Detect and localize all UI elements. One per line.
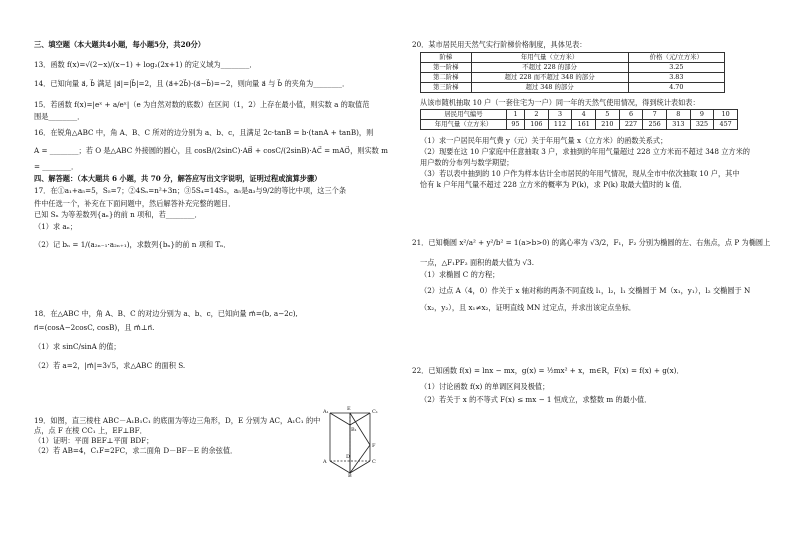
question-20-sample-intro: 从该市随机抽取 10 户（一套住宅为一户）同一年的天然气使用情况，得到统计表如表： bbox=[420, 98, 700, 107]
price-tier-table bbox=[420, 52, 725, 93]
question-15-line2: 围是________． bbox=[34, 112, 85, 121]
question-20-part3-line1: （3）若以表中抽到的 10 户作为样本估计全市居民的年用气情况，现从全市中依次抽取 10 户，其中 bbox=[420, 169, 740, 178]
table-row: 居民用气编号 1 2 3 4 5 6 7 8 9 10 bbox=[421, 110, 738, 120]
label-a: A bbox=[323, 459, 327, 465]
question-20-part3-line2: 恰有 k 户年用气量不超过 228 立方米的概率为 P(k)，求 P(k) 取最大值时的 k 值． bbox=[420, 180, 687, 189]
question-21-part1: （1）求椭圆 C 的方程； bbox=[420, 270, 500, 279]
table-row: 第三阶梯 超过 348 的部分 4.70 bbox=[421, 83, 725, 93]
question-22-part2: （2）若关于 x 的不等式 F(x) ≤ mx − 1 恒成立，求整数 m 的最小值． bbox=[420, 395, 652, 404]
question-19-line2: 点，点 F 在棱 CC₁ 上，EF⊥BF． bbox=[34, 426, 147, 435]
label-b1: B₁ bbox=[351, 427, 357, 433]
prism-figure bbox=[320, 405, 380, 477]
table-row: 阶梯 年用气量（立方米） 价格（元/立方米） bbox=[421, 53, 725, 63]
table-row: 第二阶梯 超过 228 而不超过 348 的部分 3.83 bbox=[421, 73, 725, 83]
question-17-line1: 17．在①a₁+a₅=5，S₅=7；②4Sₙ=n²+3n；③5S₄=14S₂，a₅是a₃与9/2的等比中项，这三个条 bbox=[34, 186, 347, 195]
question-20-part2-line2: 用户数的分布列与数学期望； bbox=[420, 158, 514, 167]
question-18-line2: n⃗=(cosA−2cosC, cosB)，且 m⃗⊥n⃗. bbox=[34, 323, 155, 332]
question-17-part1: （1）求 aₙ； bbox=[34, 222, 78, 231]
question-18-line1: 18．在△ABC 中，角 A、B、C 的对边分别为 a、b、c，已知向量 m⃗=(b, a−2c), bbox=[34, 309, 298, 318]
question-21-part2-line1: （2）过点 A（4，0）作关于 x 轴对称的两条不同直线 l₁，l₂，l₁ 交椭圆于 M（x₁，y₁），l₂ 交椭圆于 N bbox=[420, 286, 751, 295]
question-17-part2: （2）记 bₙ = 1/(a₂ₙ₋₁·a₂ₙ₊₁)，求数列{bₙ}的前 n 项和 Tₙ． bbox=[34, 240, 231, 249]
question-22-part1: （1）讨论函数 f(x) 的单调区间及极值； bbox=[420, 382, 550, 391]
question-21-part2-line2: （x₂，y₂），且 x₁≠x₂，证明直线 MN 过定点，并求出该定点坐标． bbox=[420, 303, 636, 312]
question-15-line1: 15．若函数 f(x)=|eˣ + a/eˣ|（e 为自然对数的底数）在区间（1，2）上存在最小值，则实数 a 的取值范 bbox=[34, 100, 370, 109]
question-17-line2: 件中任选一个，补充在下面问题中，然后解答补充完整的题目． bbox=[34, 199, 236, 208]
question-17-line3: 已知 Sₙ 为等差数列{aₙ}的前 n 项和，若________． bbox=[34, 210, 202, 219]
question-19-part1: （1）证明：平面 BEF⊥平面 BDF； bbox=[34, 436, 154, 445]
question-16-line3: = ________． bbox=[34, 162, 79, 171]
usage-sample-table bbox=[420, 109, 738, 130]
question-16-line1: 16．在锐角△ABC 中，角 A、B、C 所对的边分别为 a、b、c，且满足 2c·tanB = b·(tanA + tanB)，则 bbox=[34, 128, 374, 137]
label-b: B bbox=[348, 473, 352, 477]
question-16-line2: A = ________；若 O 是△ABC 外接圆的圆心，且 cosB/(2sinC)·AB⃗ + cosC/(2sinB)·AC⃗ = mAO⃗，则实数 m bbox=[34, 146, 388, 155]
section-3-heading: 三、填空题（本大题共4小题，每小题5分，共20分） bbox=[34, 40, 205, 49]
question-13: 13．函数 f(x)=√(2−x)/(x−1) + log₂(2x+1) 的定义域为________． bbox=[34, 60, 257, 69]
label-c: C bbox=[372, 459, 376, 465]
question-14: 14．已知向量 a⃗, b⃗ 满足 |a⃗|=|b⃗|=2，且 (a⃗+2b⃗)·(a⃗−b⃗)=−2，则向量 a⃗ 与 b⃗ 的夹角为________． bbox=[34, 79, 350, 88]
label-c1: C₁ bbox=[372, 409, 378, 415]
label-a1: A₁ bbox=[323, 409, 329, 415]
question-20-part1: （1）求一户居民年用气费 y（元）关于年用气量 x（立方米）的函数关系式； bbox=[420, 136, 668, 145]
label-e: E bbox=[347, 406, 351, 412]
table-row: 年用气量（立方米） 95 106 112 161 210 227 256 313 325 457 bbox=[421, 120, 738, 130]
question-18-part2: （2）若 a=2，|m⃗|=3√5，求△ABC 的面积 S. bbox=[34, 361, 186, 370]
question-21-line1: 21．已知椭圆 x²/a² + y²/b² = 1(a>b>0) 的离心率为 √3/2，F₁，F₂ 分别为椭圆的左、右焦点，点 P 为椭圆上 bbox=[412, 238, 771, 247]
question-21-line2: 一点，△F₁PF₂ 面积的最大值为 √3. bbox=[420, 258, 534, 267]
table-row: 第一阶梯 不超过 228 的部分 3.25 bbox=[421, 63, 725, 73]
question-20-intro: 20．某市居民用天然气实行阶梯价格制度，具体见表： bbox=[412, 40, 587, 49]
question-18-part1: （1）求 sinC/sinA 的值； bbox=[34, 342, 121, 351]
question-20-part2-line1: （2）现要在这 10 户家庭中任意抽取 3 户，求抽到的年用气量超过 228 立方米而不超过 348 立方米的 bbox=[420, 147, 750, 156]
label-d: D bbox=[346, 454, 351, 460]
question-19-line1: 19．如图，直三棱柱 ABC－A₁B₁C₁ 的底面为等边三角形，D，E 分别为 AC，A₁C₁ 的中 bbox=[34, 416, 321, 425]
label-f: F bbox=[372, 443, 376, 449]
question-19-part2: （2）若 AB=4，C₁F=2FC，求二面角 D－BF－E 的余弦值． bbox=[34, 446, 238, 455]
question-22-line1: 22．已知函数 f(x) = lnx − mx，g(x) = ½mx² + x，m∈R，F(x) = f(x) + g(x)． bbox=[412, 366, 684, 375]
section-4-heading: 四、解答题：（本大题共 6 小题，共 70 分，解答应写出文字说明，证明过程或演算步骤） bbox=[34, 174, 322, 183]
